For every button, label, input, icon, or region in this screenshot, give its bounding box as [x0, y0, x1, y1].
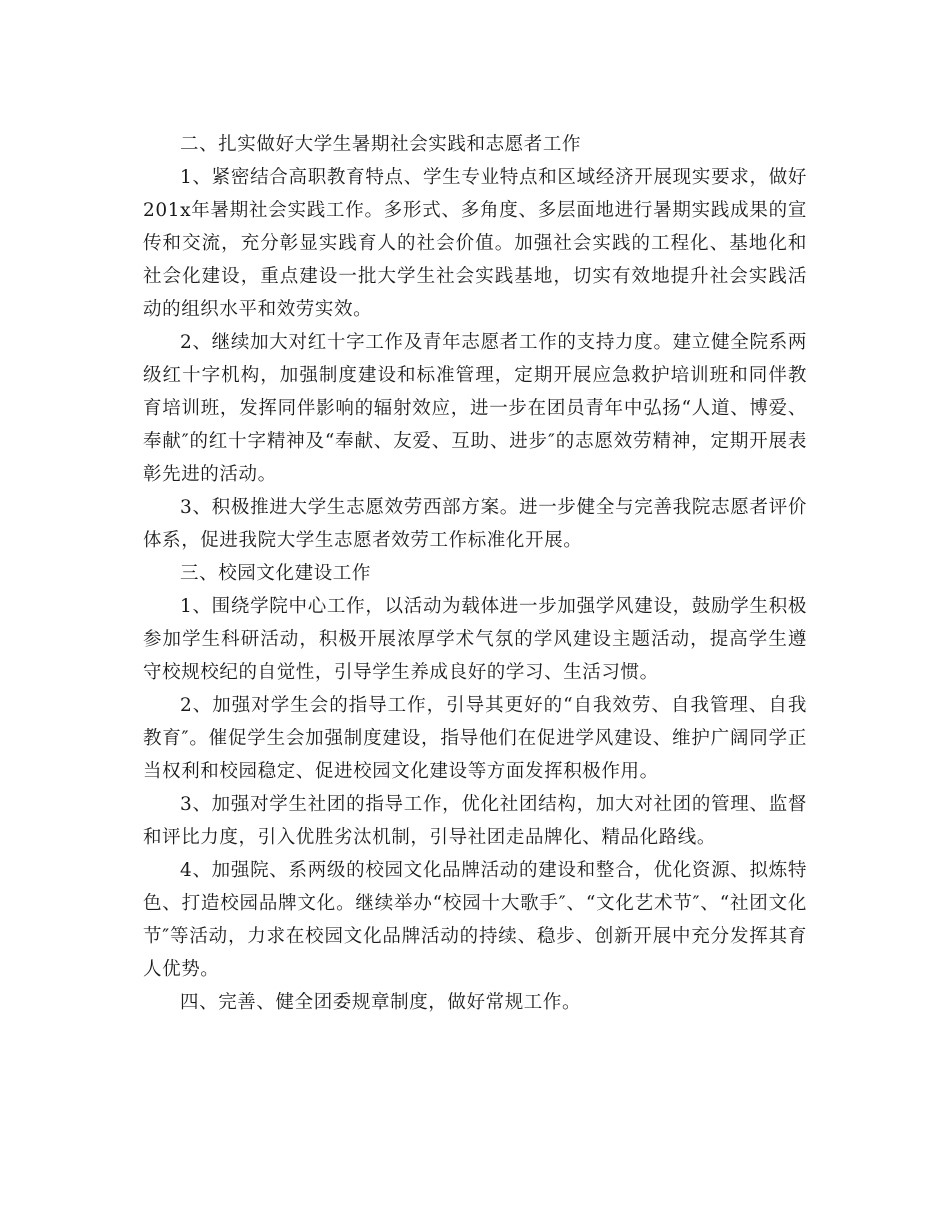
- paragraph-summer-practice: 1、紧密结合高职教育特点、学生专业特点和区域经济开展现实要求，做好201x年暑期社会实践工作。多形式、多角度、多层面地进行暑期实践成果的宣传和交流，充分彰显实践育人的社会价值。加强社会实践的工程化、基地化和社会化建设，重点建设一批大学生社会实践基地，切实有效地提升社会实践活动的组织水平和效劳实效。: [143, 167, 807, 320]
- section-heading-2: 二、扎实做好大学生暑期社会实践和志愿者工作: [180, 134, 582, 155]
- document-body: [143, 128, 807, 1019]
- paragraph-study-style: 1、围绕学院中心工作，以活动为载体进一步加强学风建设，鼓励学生积极参加学生科研活动，积极开展浓厚学术气氛的学风建设主题活动，提高学生遵守校规校纪的自觉性，引导学生养成良好的学习、生活习惯。: [143, 596, 807, 683]
- paragraph-student-union: 2、加强对学生会的指导工作，引导其更好的“自我效劳、自我管理、自我教育″。催促学生会加强制度建设，指导他们在促进学风建设、维护广阔同学正当权利和校园稳定、促进校园文化建设等方面发挥积极作用。: [143, 695, 807, 782]
- paragraph-student-clubs: 3、加强对学生社团的指导工作，优化社团结构，加大对社团的管理、监督和评比力度，引入优胜劣汰机制，引导社团走品牌化、精品化路线。: [143, 794, 807, 848]
- section-heading-3: 三、校园文化建设工作: [180, 563, 372, 584]
- paragraph-red-cross: 2、继续加大对红十字工作及青年志愿者工作的支持力度。建立健全院系两级红十字机构，加强制度建设和标准管理，定期开展应急救护培训班和同伴教育培训班，发挥同伴影响的辐射效应，进一步在团员青年中弘扬“人道、博爱、奉献″的红十字精神及“奉献、友爱、互助、进步″的志愿效劳精神，定期开展表彰先进的活动。: [143, 332, 807, 485]
- paragraph-campus-culture: 4、加强院、系两级的校园文化品牌活动的建设和整合，优化资源、拟炼特色、打造校园品牌文化。继续举办“校园十大歌手″、“文化艺术节″、“社团文化节″等活动，力求在校园文化品牌活动的持续、稳步、创新开展中充分发挥其育人优势。: [143, 860, 807, 980]
- paragraph-western-volunteer: 3、积极推进大学生志愿效劳西部方案。进一步健全与完善我院志愿者评价体系，促进我院大学生志愿者效劳工作标准化开展。: [143, 497, 807, 551]
- section-heading-4: 四、完善、健全团委规章制度，做好常规工作。: [180, 992, 582, 1013]
